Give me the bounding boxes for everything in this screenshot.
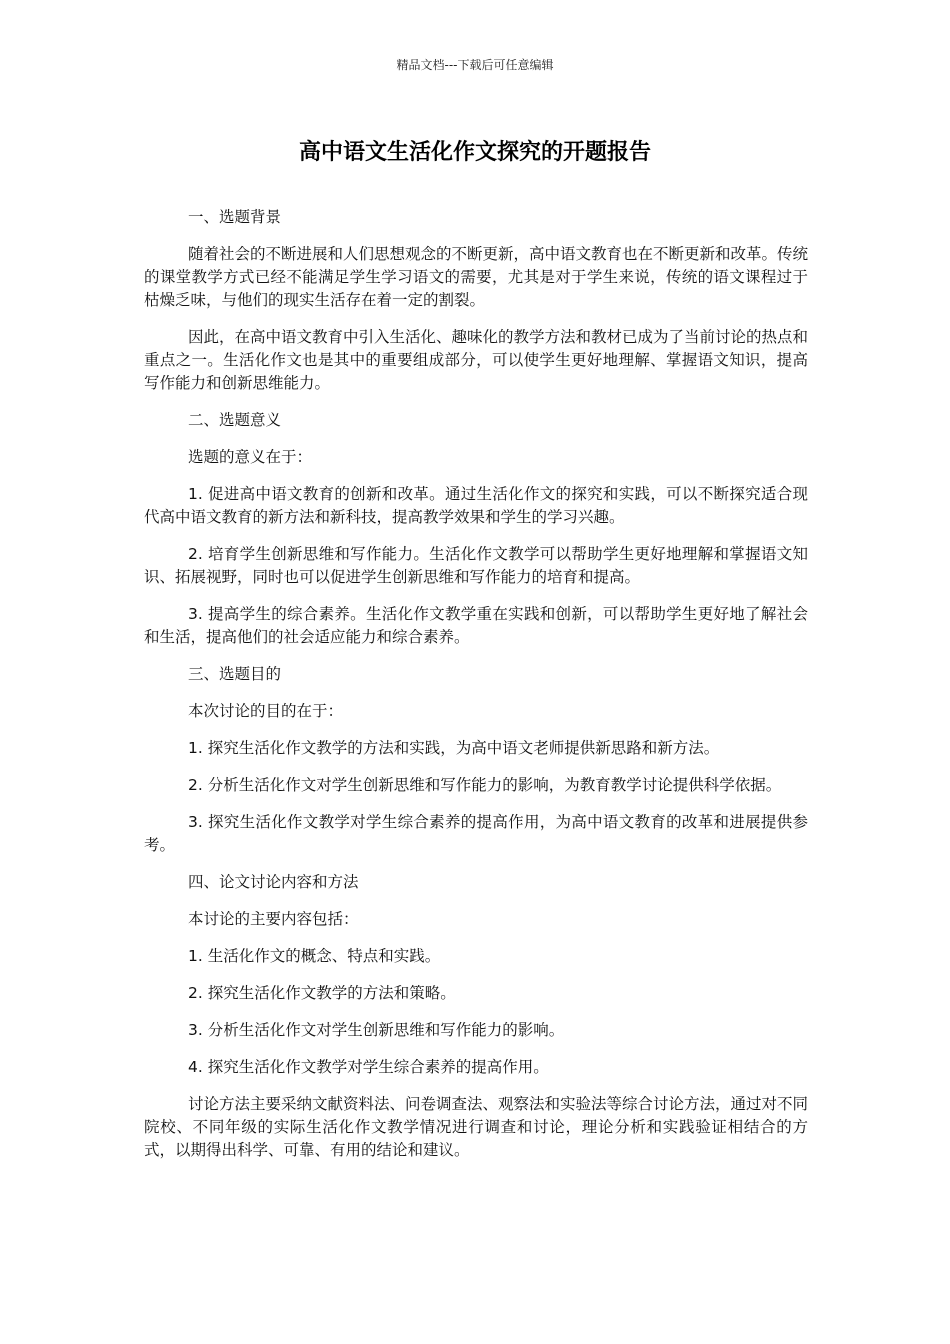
section-heading-purpose: 三、选题目的: [188, 665, 282, 683]
document-body: [144, 206, 808, 1176]
list-item-significance-1: 1. 促进高中语文教育的创新和改革。通过生活化作文的探究和实践，可以不断探究适合现代高中语文教育的新方法和新科技，提高教学效果和学生的学习兴趣。: [144, 485, 808, 526]
paragraph-method: 讨论方法主要采纳文献资料法、问卷调查法、观察法和实验法等综合讨论方法，通过对不同院校、不同年级的实际生活化作文教学情况进行调查和讨论，理论分析和实践验证相结合的方式，以期得出科学、可靠、有用的结论和建议。: [144, 1095, 809, 1159]
paragraph-significance-intro: 选题的意义在于：: [188, 448, 313, 466]
list-item-content-2: 2. 探究生活化作文教学的方法和策略。: [188, 984, 456, 1002]
paragraph-background-2: 因此，在高中语文教育中引入生活化、趣味化的教学方法和教材已成为了当前讨论的热点和重点之一。生活化作文也是其中的重要组成部分，可以使学生更好地理解、掌握语文知识，提高写作能力和创新思维能力。: [144, 328, 809, 392]
list-item-purpose-2: 2. 分析生活化作文对学生创新思维和写作能力的影响，为教育教学讨论提供科学依据。: [188, 776, 782, 794]
section-heading-significance: 二、选题意义: [188, 411, 282, 429]
paragraph-background-1: 随着社会的不断进展和人们思想观念的不断更新，高中语文教育也在不断更新和改革。传统的课堂教学方式已经不能满足学生学习语文的需要，尤其是对于学生来说，传统的语文课程过于枯燥乏味，与他们的现实生活存在着一定的割裂。: [144, 245, 809, 309]
list-item-content-3: 3. 分析生活化作文对学生创新思维和写作能力的影响。: [188, 1021, 565, 1039]
document-title: 高中语文生活化作文探究的开题报告: [298, 140, 651, 165]
list-item-significance-3: 3. 提高学生的综合素养。生活化作文教学重在实践和创新，可以帮助学生更好地了解社会和生活，提高他们的社会适应能力和综合素养。: [144, 605, 808, 646]
list-item-significance-2: 2. 培育学生创新思维和写作能力。生活化作文教学可以帮助学生更好地理解和掌握语文知识、拓展视野，同时也可以促进学生创新思维和写作能力的培育和提高。: [144, 545, 808, 586]
list-item-purpose-1: 1. 探究生活化作文教学的方法和实践，为高中语文老师提供新思路和新方法。: [188, 739, 720, 757]
section-heading-content-method: 四、论文讨论内容和方法: [188, 873, 359, 891]
paragraph-content-intro: 本讨论的主要内容包括：: [188, 910, 359, 928]
list-item-content-1: 1. 生活化作文的概念、特点和实践。: [188, 947, 441, 965]
list-item-purpose-3: 3. 探究生活化作文教学对学生综合素养的提高作用，为高中语文教育的改革和进展提供参考。: [144, 813, 808, 854]
paragraph-purpose-intro: 本次讨论的目的在于：: [188, 702, 344, 720]
section-heading-background: 一、选题背景: [188, 208, 282, 226]
page-header-watermark: 精品文档---下载后可任意编辑: [396, 58, 554, 72]
list-item-content-4: 4. 探究生活化作文教学对学生综合素养的提高作用。: [188, 1058, 549, 1076]
